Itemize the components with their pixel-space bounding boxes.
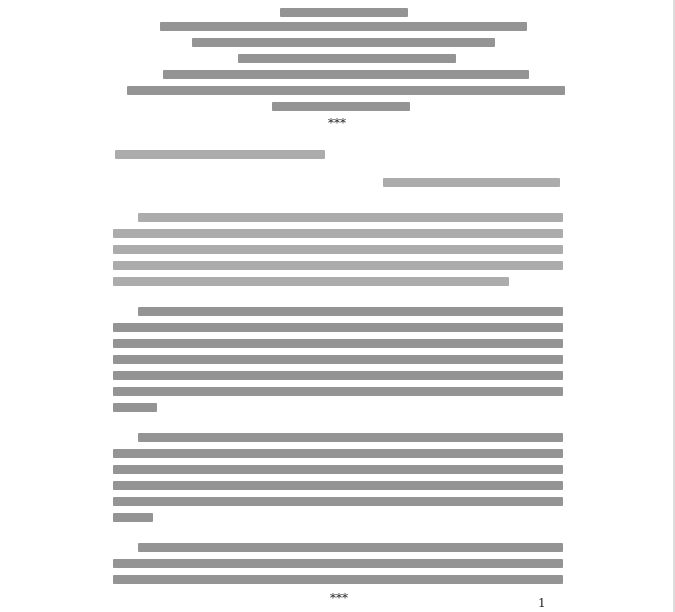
paragraph-4-line-2 — [113, 559, 563, 568]
paragraph-2-line-6 — [113, 387, 563, 396]
epigraph-line — [383, 178, 560, 187]
paragraph-3-line-4 — [113, 481, 563, 490]
paragraph-2-line-4 — [113, 355, 563, 364]
paragraph-1-line-4 — [113, 261, 563, 270]
page-number: 1 — [538, 596, 546, 610]
paragraph-3-line-1 — [138, 433, 563, 442]
paragraph-1-line-1 — [138, 213, 563, 222]
header-line-5 — [163, 70, 529, 79]
paragraph-2-line-2 — [113, 323, 563, 332]
header-separator: *** — [328, 116, 346, 130]
paragraph-3-line-3 — [113, 465, 563, 474]
paragraph-3-line-5 — [113, 497, 563, 506]
header-line-3 — [192, 38, 495, 47]
paragraph-3-line-6 — [113, 513, 153, 522]
header-line-4 — [238, 54, 456, 63]
header-line-6 — [127, 86, 565, 95]
paragraph-1-line-5 — [113, 277, 509, 286]
paragraph-2-line-1 — [138, 307, 563, 316]
paragraph-2-line-5 — [113, 371, 563, 380]
footer-separator: *** — [330, 591, 348, 605]
salutation-line — [115, 150, 325, 159]
paragraph-3-line-2 — [113, 449, 563, 458]
header-line-1 — [280, 8, 408, 17]
paragraph-2-line-7 — [113, 403, 157, 412]
paragraph-4-line-3 — [113, 575, 563, 584]
paragraph-2-line-3 — [113, 339, 563, 348]
paragraph-4-line-1 — [138, 543, 563, 552]
header-line-2 — [160, 22, 527, 31]
header-line-7 — [272, 102, 410, 111]
paragraph-1-line-2 — [113, 229, 563, 238]
paragraph-1-line-3 — [113, 245, 563, 254]
